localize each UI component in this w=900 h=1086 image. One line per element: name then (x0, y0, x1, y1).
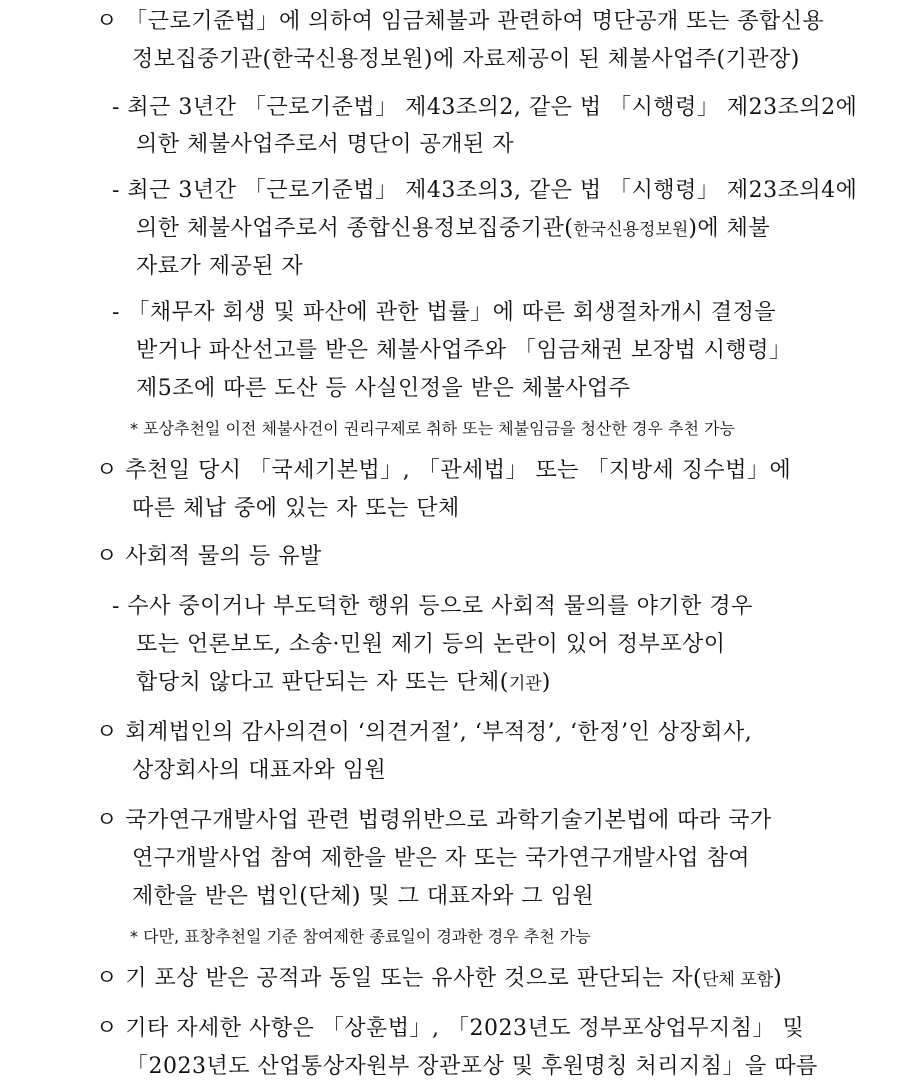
dash-line: 제5조에 따른 도산 등 사실인정을 받은 체불사업주 (136, 376, 631, 401)
dash-line-part: 의한 체불사업주로서 종합신용정보집중기관( (136, 216, 574, 241)
dash-line-part: 합당치 않다고 판단되는 자 또는 단체( (136, 670, 509, 695)
bullet-line (96, 964, 782, 995)
bullet-line: ㅇ 회계법인의 감사의견이 ‘의견거절’, ‘부적정’, ‘한정’인 상장회사, (96, 720, 753, 745)
dash-line: - 최근 3년간 「근로기준법」 제43조의2, 같은 법 「시행령」 제23조의2에 (112, 95, 858, 120)
bullet-line: ㅇ 추천일 당시 「국세기본법」, 「관세법」 또는 「지방세 징수법」에 (96, 458, 792, 483)
bullet-line: 상장회사의 대표자와 임원 (132, 758, 387, 783)
dash-line: 또는 언론보도, 소송·민원 제기 등의 논란이 있어 정부포상이 (136, 632, 726, 657)
dash-line (136, 668, 551, 699)
dash-line: - 수사 중이거나 부도덕한 행위 등으로 사회적 물의를 야기한 경우 (112, 594, 753, 619)
bullet-line: 따른 체납 중에 있는 자 또는 단체 (132, 496, 460, 521)
dash-line-part: 한국신용정보원 (573, 220, 689, 240)
dash-line-part: 기관 (508, 674, 542, 694)
dash-line: 받거나 파산선고를 받은 체불사업주와 「임금채권 보장법 시행령」 (136, 338, 792, 363)
dash-line (136, 214, 770, 245)
dash-line-part: )에 체불 (688, 216, 771, 241)
bullet-line: 「2023년도 산업통상자원부 장관포상 및 후원명칭 처리지침」을 따름 (126, 1054, 818, 1079)
bullet-line: ㅇ 국가연구개발사업 관련 법령위반으로 과학기술기본법에 따라 국가 (96, 808, 772, 833)
bullet-line: 제한을 받은 법인(단체) 및 그 대표자와 그 임원 (132, 884, 595, 909)
bullet-line-part: ㅇ 기 포상 받은 공적과 동일 또는 유사한 것으로 판단되는 자( (96, 966, 703, 991)
bullet-line: 연구개발사업 참여 제한을 받은 자 또는 국가연구개발사업 참여 (132, 846, 751, 871)
bullet-line-part: 단체 포함 (702, 970, 774, 990)
bullet-line: ㅇ 「근로기준법」에 의하여 임금체불과 관련하여 명단공개 또는 종합신용 (96, 9, 825, 34)
dash-line: - 최근 3년간 「근로기준법」 제43조의3, 같은 법 「시행령」 제23조의4에 (112, 178, 858, 203)
dash-line: 의한 체불사업주로서 명단이 공개된 자 (136, 132, 515, 157)
dash-line: 자료가 제공된 자 (136, 254, 304, 279)
footnote: * 다만, 표창추천일 기준 참여제한 종료일이 경과한 경우 추천 가능 (130, 927, 591, 946)
bullet-line-part: ) (773, 966, 783, 991)
footnote: * 포상추천일 이전 체불사건이 권리구제로 취하 또는 체불임금을 청산한 경우 추천 가능 (130, 419, 735, 438)
dash-line: - 「채무자 회생 및 파산에 관한 법률」에 따른 회생절차개시 결정을 (112, 300, 777, 325)
bullet-line: 정보집중기관(한국신용정보원)에 자료제공이 된 체불사업주(기관장) (132, 47, 800, 72)
dash-line-part: ) (541, 670, 551, 695)
bullet-line: ㅇ 사회적 물의 등 유발 (96, 544, 322, 569)
bullet-line: ㅇ 기타 자세한 사항은 「상훈법」, 「2023년도 정부포상업무지침」 및 (96, 1016, 805, 1041)
